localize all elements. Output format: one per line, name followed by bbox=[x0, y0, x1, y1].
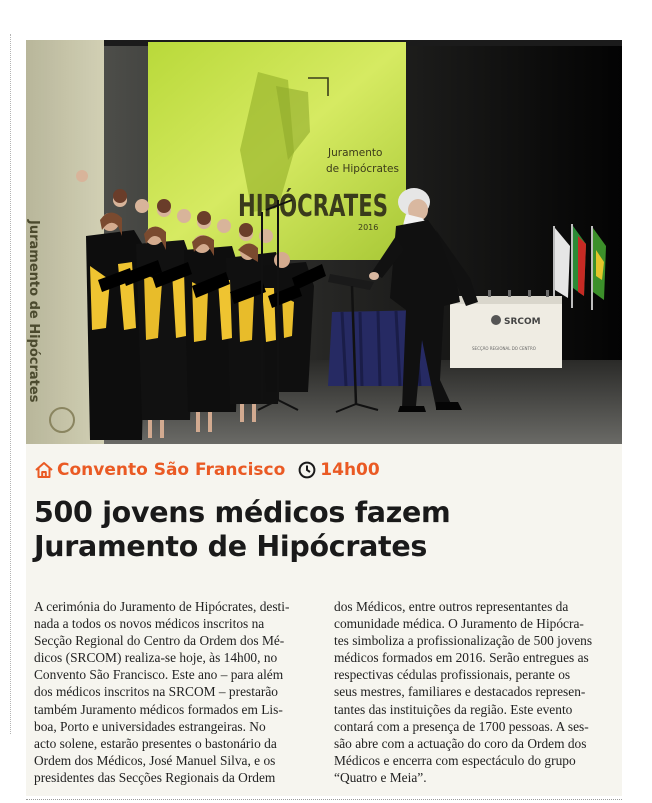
article-body bbox=[34, 598, 616, 786]
screen-year: 2016 bbox=[358, 223, 379, 232]
body-line: contará com a presença de 1700 pessoas. A ses- bbox=[334, 718, 589, 734]
body-line: acto solene, estarão presentes o bastonário da bbox=[34, 735, 277, 751]
body-line: boa, Porto e universidades estrangeiras. No bbox=[34, 718, 266, 734]
body-line: médicos formados em 2016. Serão entregues as bbox=[334, 650, 589, 666]
body-column-2 bbox=[334, 598, 616, 786]
body-line: A cerimónia do Juramento de Hipócrates, desti- bbox=[34, 599, 290, 614]
screen-title: HIPÓCRATES bbox=[238, 189, 451, 224]
body-line: dos Médicos, entre outros representantes da bbox=[334, 599, 569, 614]
ceremony-illustration bbox=[26, 40, 622, 444]
body-line: “Quatro e Meia”. bbox=[334, 769, 427, 785]
home-icon bbox=[34, 460, 54, 480]
screen-subtitle-1: Juramento bbox=[328, 147, 383, 159]
body-line: tantes das instituições da região. Este evento bbox=[334, 701, 573, 717]
body-line: Ordem dos Médicos, José Manuel Silva, e os bbox=[34, 752, 276, 768]
body-line: comunidade médica. O Juramento de Hipócra- bbox=[334, 616, 584, 632]
body-line: Secção Regional do Centro da Ordem dos Mé- bbox=[34, 633, 285, 649]
body-line: Médicos e encerra com espectáculo do grupo bbox=[334, 752, 576, 768]
event-meta bbox=[34, 458, 380, 482]
body-line: presidentes das Secções Regionais da Ordem bbox=[34, 769, 276, 785]
event-location: Convento São Francisco bbox=[57, 460, 286, 480]
table-brand: SRCOM bbox=[504, 317, 541, 327]
banner-text: Juramento de Hipócrates bbox=[26, 220, 41, 403]
body-line: são abre com a actuação do coro da Ordem dos bbox=[334, 735, 587, 751]
bottom-dotted-rule bbox=[26, 799, 622, 800]
event-photo bbox=[26, 40, 622, 444]
headline-line-1: 500 jovens médicos fazem bbox=[34, 496, 451, 529]
body-line: tes simboliza a profissionalização de 500 jovens bbox=[334, 633, 593, 649]
news-article bbox=[26, 40, 622, 796]
body-column-1 bbox=[34, 598, 316, 786]
body-line: Convento São Francisco. Este ano – para além bbox=[34, 667, 284, 683]
body-line: dos médicos inscritos na SRCOM – prestarão bbox=[34, 684, 278, 700]
table-subtitle: SECÇÃO REGIONAL DO CENTRO bbox=[472, 346, 536, 351]
event-time: 14h00 bbox=[320, 460, 380, 480]
dignitaries-table bbox=[450, 302, 562, 368]
body-line: dicos (SRCOM) realiza-se hoje, às 14h00, no bbox=[34, 650, 278, 666]
body-line: seus mestres, familiares e destacados represen- bbox=[334, 684, 586, 700]
screen-subtitle-2: de Hipócrates bbox=[326, 163, 399, 175]
body-line: respectivas cédulas profissionais, perante os bbox=[334, 667, 571, 683]
left-dotted-rule bbox=[10, 34, 11, 734]
article-headline bbox=[34, 496, 614, 564]
body-line: nada a todos os novos médicos inscritos na bbox=[34, 616, 265, 632]
body-line: também Juramento médicos formados em Lis- bbox=[34, 701, 283, 717]
headline-line-2: Juramento de Hipócrates bbox=[34, 530, 428, 563]
clock-icon bbox=[297, 460, 317, 480]
